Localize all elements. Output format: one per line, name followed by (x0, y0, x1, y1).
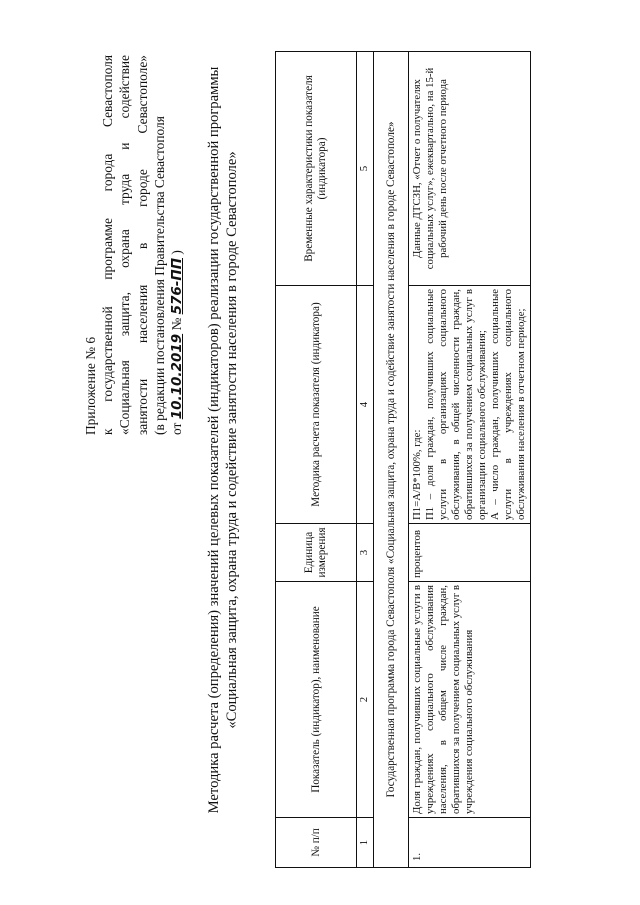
col-header-unit: Единица измерения (276, 524, 357, 582)
header-line-5 (168, 55, 186, 435)
col-header-method: Методика расчета показателя (индикатора) (276, 286, 357, 524)
line5-suffix: ) (169, 250, 185, 258)
indicator-unit: процентов (409, 524, 531, 582)
indicator-name: Доля граждан, получивших социальные услуги в учреждениях социального обслуживания населения, в общем числе граждан, обратившихся за получением социальных услуг в учреждения социального обслуживания (409, 582, 531, 818)
method-formula: П1=А/В*100%, где: (411, 429, 423, 520)
header-line-2: «Социальная защита, охрана труда и содействие (117, 55, 133, 435)
indicator-timing: Данные ДТСЗН, «Отчет о получателях социальных услуг», ежеквартально, на 15-й рабочий день после отчетного периода (409, 52, 531, 286)
col-header-name: Показатель (индикатор), наименование (276, 582, 357, 818)
title-line-2: «Социальная защита, охрана труда и содействие занятости населения в городе Севастополе» (224, 151, 240, 729)
document-title (205, 0, 241, 880)
indicator-table (275, 51, 531, 868)
title-line-1: Методика расчета (определения) значений целевых показателей (индикаторов) реализации государственной программы (206, 66, 222, 814)
column-numbers-row (357, 52, 374, 868)
col-header-number: № п/п (276, 818, 357, 868)
method-definition-2: А – число граждан, получивших социальные услуги в учреждениях социального обслуживания населения в отчетном периоде; (489, 289, 527, 520)
col-number: 3 (357, 524, 374, 582)
table-row (409, 52, 531, 868)
method-definition-1: П1 – доля граждан, получивших социальные услуги в организациях социального обслуживания, в общей численности граждан, обратившихся за получением социальных услуг в организации социального обслуживания; (424, 289, 488, 520)
header-line-1: к государственной программе города Севастополя (100, 55, 116, 435)
handwritten-number: 576-ПП (169, 258, 186, 315)
col-header-timing: Временные характеристики показателя (индикатора) (276, 52, 357, 286)
col-number: 2 (357, 582, 374, 818)
header-line-4: (в редакции постановления Правительства Севастополя (151, 116, 167, 435)
col-number: 1 (357, 818, 374, 868)
header-line-3: занятости населения в городе Севастополе» (134, 55, 150, 435)
appendix-number: Приложение № 6 (83, 336, 98, 435)
date-prefix: от (169, 419, 185, 435)
row-number: 1. (409, 818, 531, 868)
col-number: 4 (357, 286, 374, 524)
appendix-header (82, 55, 186, 435)
number-prefix: № (169, 314, 185, 334)
col-number: 5 (357, 52, 374, 286)
indicator-method (409, 286, 531, 524)
section-row (374, 52, 409, 868)
table-header-row (276, 52, 357, 868)
handwritten-date: 10.10.2019 (169, 333, 186, 420)
program-section-title: Государственная программа города Севастополя «Социальная защита, охрана труда и содействие занятости населения в городе Севастополе» (374, 52, 409, 868)
